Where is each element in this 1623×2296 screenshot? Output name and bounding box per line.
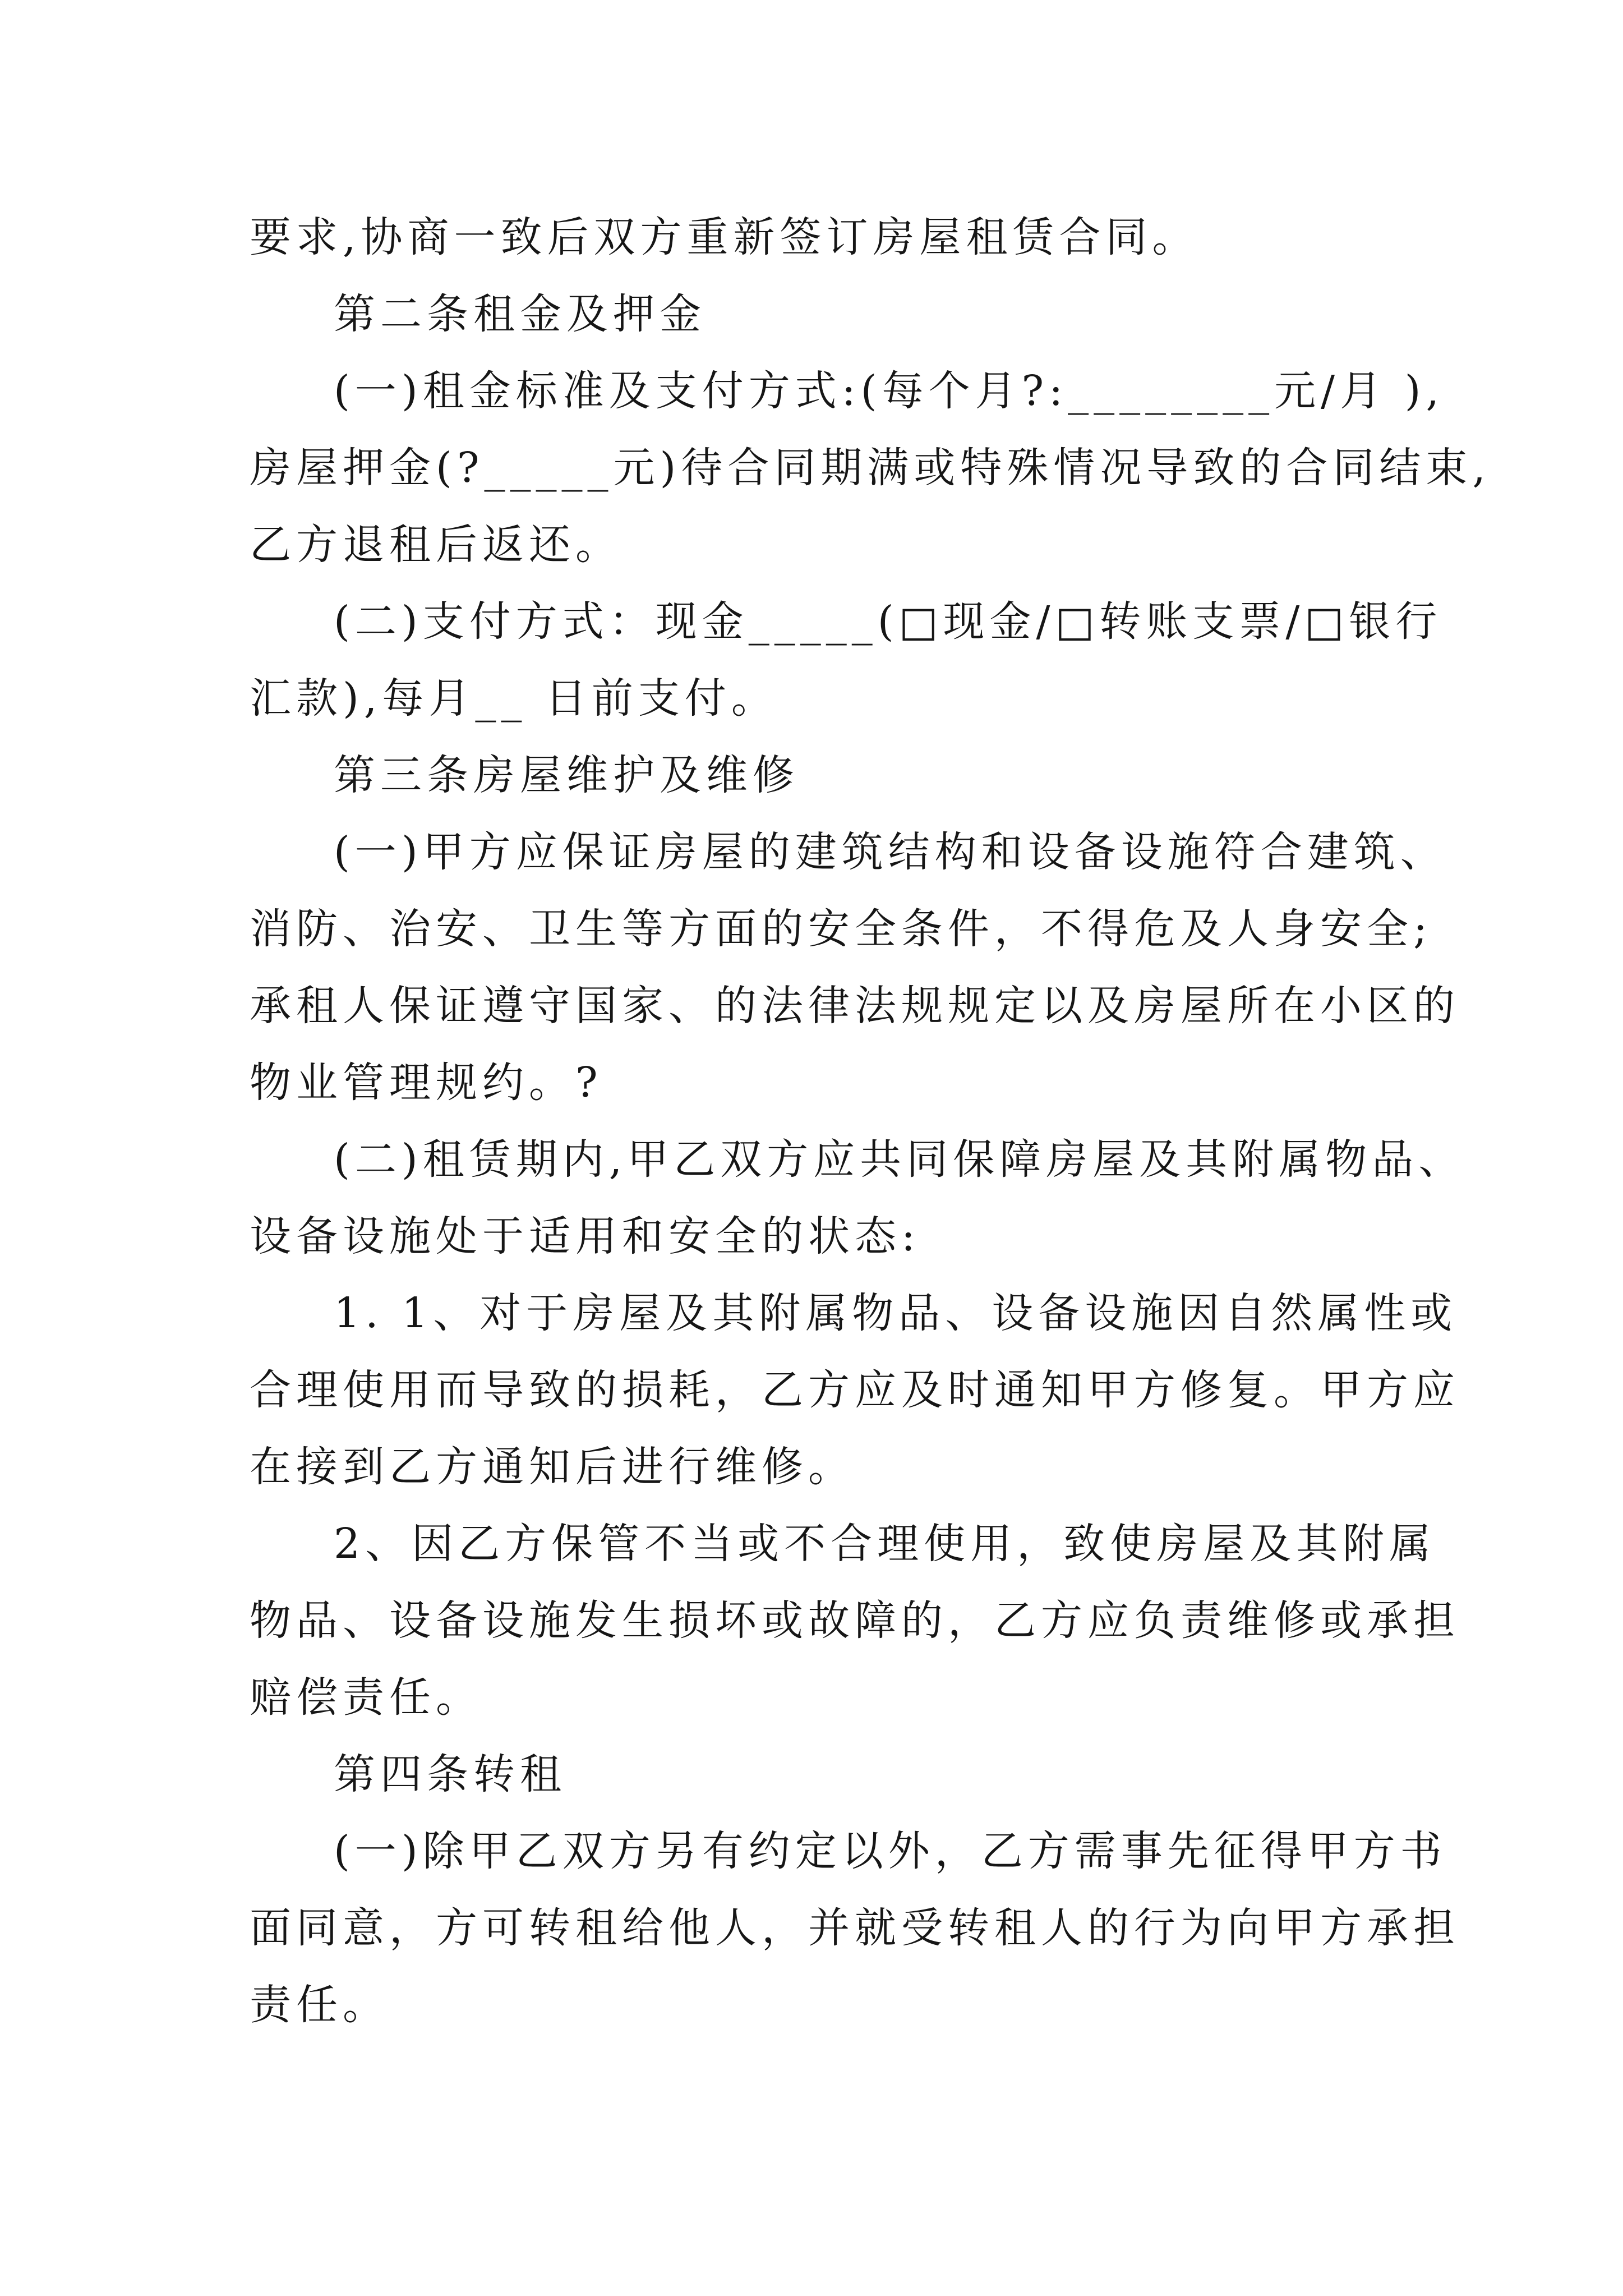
text-line: 合理使用而导致的损耗，乙方应及时通知甲方修复。甲方应 bbox=[250, 1366, 1460, 1414]
text-line: 要求,协商一致后双方重新签订房屋租赁合同。 bbox=[250, 213, 1199, 261]
text-line: 承租人保证遵守国家、的法律法规规定以及房屋所在小区的 bbox=[250, 982, 1460, 1030]
text-line: (一)除甲乙双方另有约定以外，乙方需事先征得甲方书 bbox=[334, 1827, 1447, 1875]
text-line: 在接到乙方通知后进行维修。 bbox=[250, 1443, 855, 1491]
text-line: 物品、设备设施发生损坏或故障的，乙方应负责维修或承担 bbox=[250, 1596, 1460, 1645]
section-heading: 第二条租金及押金 bbox=[334, 290, 706, 338]
text-line: (一)甲方应保证房屋的建筑结构和设备设施符合建筑、 bbox=[334, 828, 1447, 876]
text-line: 责任。 bbox=[250, 1981, 389, 2029]
section-heading: 第三条房屋维护及维修 bbox=[334, 751, 799, 799]
text-line: 乙方退租后返还。 bbox=[250, 521, 622, 569]
text-line: 1. 1、对于房屋及其附属物品、设备设施因自然属性或 bbox=[334, 1289, 1458, 1337]
text-line: 汇款),每月__ 日前支付。 bbox=[250, 674, 778, 723]
text-line: 2、因乙方保管不当或不合理使用，致使房屋及其附属 bbox=[334, 1520, 1436, 1568]
text-line: (一)租金标准及支付方式:(每个月?:________元/月 ), bbox=[334, 367, 1444, 415]
text-line: 房屋押金(?_____元)待合同期满或特殊情况导致的合同结束, bbox=[250, 444, 1491, 492]
text-line: 设备设施处于适用和安全的状态: bbox=[250, 1212, 920, 1260]
text-line: 赔偿责任。 bbox=[250, 1673, 482, 1722]
section-heading: 第四条转租 bbox=[334, 1750, 566, 1798]
text-line: 物业管理规约。? bbox=[250, 1059, 603, 1107]
text-line: 面同意，方可转租给他人，并就受转租人的行为向甲方承担 bbox=[250, 1904, 1460, 1952]
text-line: (二)支付方式：现金_____(□现金/□转账支票/□银行 bbox=[334, 597, 1442, 646]
text-line: (二)租赁期内,甲乙双方应共同保障房屋及其附属物品、 bbox=[334, 1135, 1465, 1184]
text-line: 消防、治安、卫生等方面的安全条件，不得危及人身安全; bbox=[250, 905, 1432, 953]
